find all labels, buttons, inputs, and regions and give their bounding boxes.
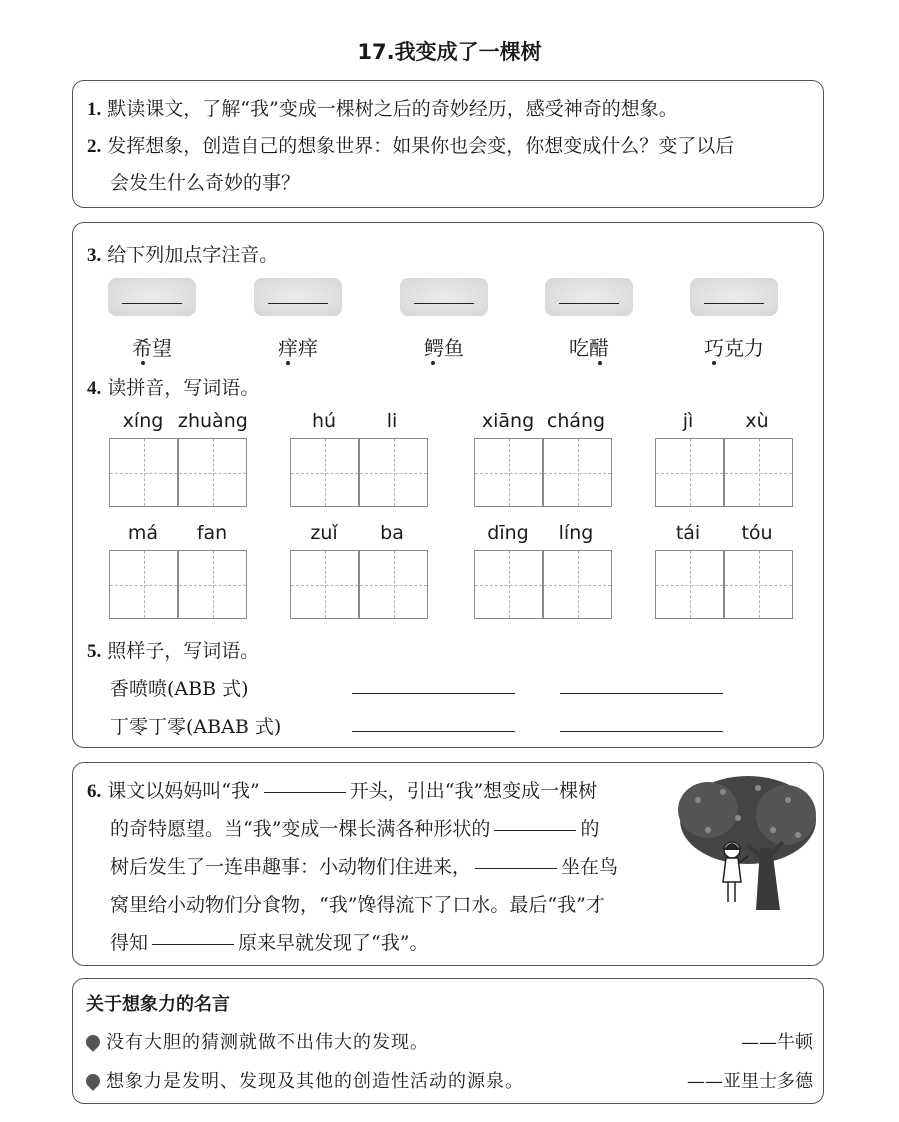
question-number: 2. [87,136,102,157]
text-segment: 课文以妈妈叫“我” [107,780,260,802]
pinyin-label: zuǐ [310,522,338,544]
emphasis-dot [598,361,602,365]
question-number: 4. [87,378,102,399]
question-text: 给下列加点字注音。 [107,244,279,266]
writing-grid-cell[interactable] [359,550,428,619]
pinyin-label: má [127,522,159,544]
pinyin-answer-box[interactable] [400,278,488,316]
fill-blank[interactable] [494,830,576,831]
quote-text: 没有大胆的猜测就做不出伟大的发现。 [106,1032,429,1053]
writing-grid-cell[interactable] [543,438,612,507]
answer-blank[interactable] [352,693,515,694]
writing-grid-cell[interactable] [724,438,793,507]
quote-author: ——亚里士多德 [687,1071,813,1092]
question-1 [87,94,678,121]
question-2 [87,131,734,158]
writing-grid-cell[interactable] [290,438,359,507]
question-text: 读拼音，写词语。 [107,377,260,399]
pinyin-label: ba [380,522,404,544]
text-segment: 树后发生了一连串趣事：小动物们住进来， [110,856,472,878]
writing-grid-cell[interactable] [290,550,359,619]
pinyin-label: tái [675,522,701,544]
pinyin-label: líng [558,522,594,544]
example-abab: 丁零丁零(ABAB 式) [110,716,282,738]
question-text: 照样子，写词语。 [107,640,260,662]
fill-blank[interactable] [152,944,234,945]
pinyin-answer-box[interactable] [545,278,633,316]
writing-grid-cell[interactable] [178,550,247,619]
text-segment: 坐在鸟 [561,856,619,878]
girl-and-tree-illustration [668,770,818,915]
question-6-line-4: 窝里给小动物们分食物，“我”馋得流下了口水。最后“我”才 [110,894,605,916]
emphasis-dot [431,361,435,365]
writing-grid-cell[interactable] [109,438,178,507]
quote-author: ——牛顿 [741,1032,813,1053]
writing-grid-cell[interactable] [359,438,428,507]
quote-line [86,1028,429,1054]
leaf-bullet-icon [83,1071,103,1091]
pinyin-answer-box[interactable] [108,278,196,316]
writing-grid-cell[interactable] [655,550,724,619]
fill-blank[interactable] [475,868,557,869]
emphasis-dot [141,361,145,365]
emphasis-dot [712,361,716,365]
answer-blank[interactable] [352,731,515,732]
text-segment: 开头，引出“我”想变成一棵树 [349,780,598,802]
answer-blank[interactable] [560,731,723,732]
leaf-bullet-icon [83,1032,103,1052]
dotted-word: 鳄鱼 [424,336,464,360]
question-6-line-1 [87,776,597,803]
fill-blank[interactable] [264,792,346,793]
writing-grid-cell[interactable] [724,550,793,619]
text-segment: 原来早就发现了“我”。 [238,932,429,954]
text-segment: 得知 [110,932,149,954]
question-6-line-3 [110,852,618,879]
pinyin-answer-box[interactable] [254,278,342,316]
dotted-word: 巧克力 [704,336,764,360]
example-abb: 香喷喷(ABB 式) [110,678,249,700]
question-5 [87,636,259,663]
pinyin-label: zhuàng [178,410,248,432]
pinyin-label: xíng [122,410,164,432]
pinyin-label: jì [682,410,694,432]
question-6-line-2 [110,814,599,841]
question-text: 发挥想象，创造自己的想象世界：如果你也会变，你想变成什么？变了以后 [107,135,735,157]
writing-grid-cell[interactable] [109,550,178,619]
writing-grid-cell[interactable] [474,550,543,619]
question-4 [87,373,259,400]
writing-grid-cell[interactable] [655,438,724,507]
pinyin-answer-box[interactable] [690,278,778,316]
quote-line [86,1067,524,1093]
text-segment: 的奇特愿望。当“我”变成一棵长满各种形状的 [110,818,491,840]
pinyin-label: li [386,410,398,432]
question-text: 默读课文，了解“我”变成一棵树之后的奇妙经历，感受神奇的想象。 [107,98,678,120]
page-title: 17.我变成了一棵树 [357,40,542,64]
quote-text: 想象力是发明、发现及其他的创造性活动的源泉。 [106,1071,524,1092]
question-number: 1. [87,99,102,120]
pinyin-label: hú [311,410,337,432]
dotted-word: 吃醋 [569,336,609,360]
writing-grid-cell[interactable] [178,438,247,507]
question-number: 6. [87,781,102,802]
pinyin-label: tóu [741,522,773,544]
dotted-word: 痒痒 [278,336,318,360]
answer-blank[interactable] [560,693,723,694]
question-number: 3. [87,245,102,266]
writing-grid-cell[interactable] [474,438,543,507]
pinyin-label: cháng [546,410,606,432]
question-3 [87,240,278,267]
pinyin-label: fan [196,522,228,544]
writing-grid-cell[interactable] [543,550,612,619]
question-6-line-5 [110,928,428,955]
question-2-continued: 会发生什么奇妙的事？ [110,172,301,194]
quotes-heading: 关于想象力的名言 [86,994,230,1015]
pinyin-label: dīng [487,522,529,544]
dotted-word: 希望 [132,336,172,360]
pinyin-label: xù [745,410,769,432]
pinyin-label: xiāng [481,410,535,432]
text-segment: 的 [580,818,600,840]
question-number: 5. [87,641,102,662]
emphasis-dot [286,361,290,365]
